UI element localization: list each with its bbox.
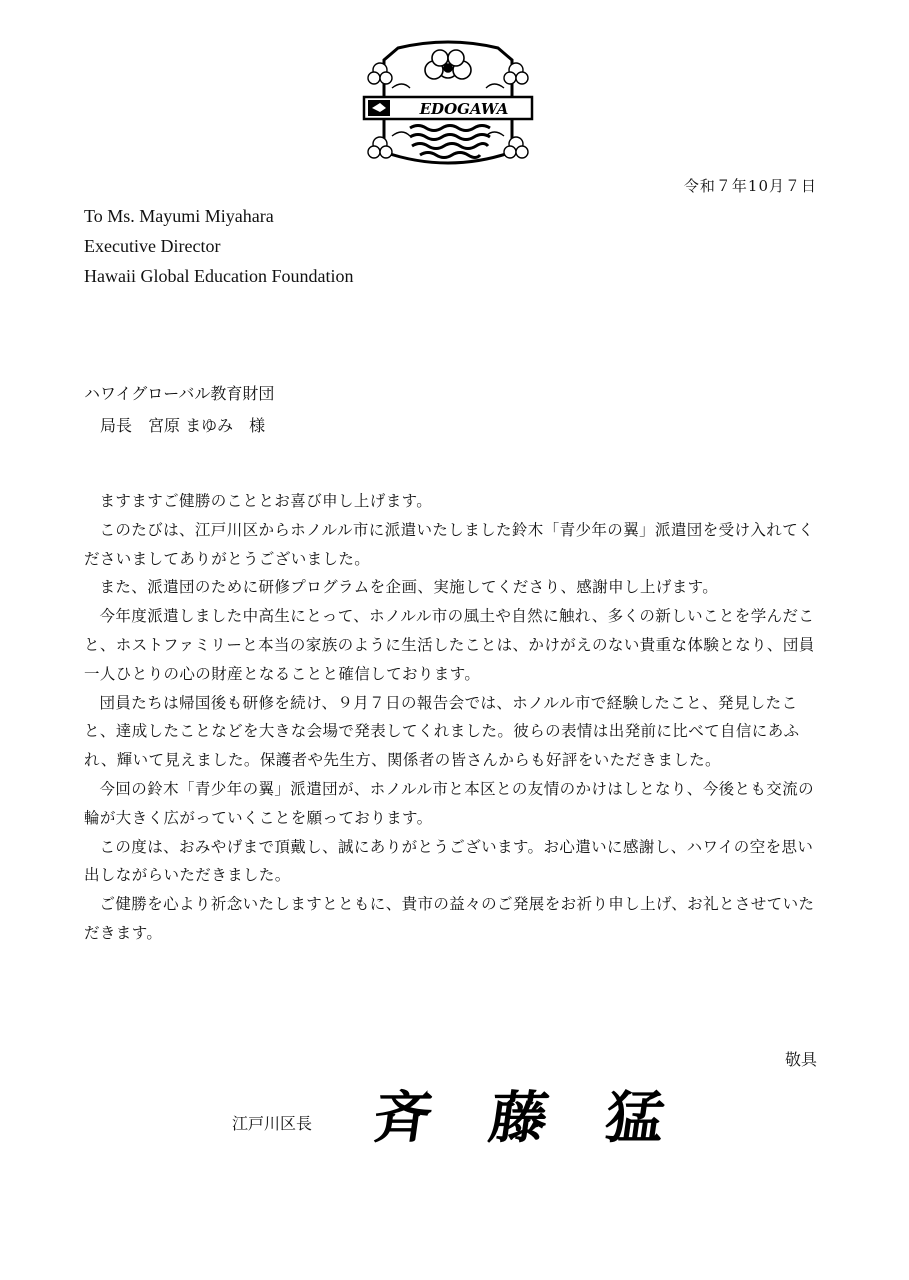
english-address-line: Hawaii Global Education Foundation xyxy=(84,266,354,286)
body-paragraph: 今年度派遣しました中高生にとって、ホノルル市の風土や自然に触れ、多くの新しいことを学んだこと、ホストファミリーと本当の家族のように生活したことは、かけがえのない貴重な体験となり、団員一人ひとりの心の財産となることと確信しております。 xyxy=(84,607,815,683)
body-paragraph: ますますご健勝のこととお喜び申し上げます。 xyxy=(99,492,433,510)
edogawa-crest-logo xyxy=(362,40,534,170)
crest-icon xyxy=(362,40,534,170)
handwritten-signature xyxy=(370,1075,690,1155)
body-paragraph: ご健勝を心より祈念いたしますとともに、貴市の益々のご発展をお祈り申し上げ、お礼とさせていただきます。 xyxy=(84,895,815,942)
svg-text:斉 藤 猛: 斉 藤 猛 xyxy=(370,1086,659,1151)
signature-icon xyxy=(370,1075,690,1155)
body-paragraph: また、派遣団のために研修プログラムを企画、実施してくださり、感謝申し上げます。 xyxy=(99,578,719,597)
body-paragraph: この度は、おみやげまで頂戴し、誠にありがとうございます。お心遣いに感謝し、ハワイの空を思い出しながらいただきました。 xyxy=(84,837,814,885)
body-paragraph: 今回の鈴木「青少年の翼」派遣団が、ホノルル市と本区との友情のかけはしとなり、今後とも交流の輪が大きく広がっていくことを願っております。 xyxy=(84,779,814,827)
japanese-address-block xyxy=(84,378,274,442)
letter-body xyxy=(84,487,824,948)
closing-remark: 敬具 xyxy=(784,1050,817,1069)
letter-date: 令和７年10月７日 xyxy=(683,177,817,195)
body-paragraph: このたびは、江戸川区からホノルル市に派遣いたしました鈴木「青少年の翼」派遣団を受け入れてくださいましてありがとうございました。 xyxy=(84,520,814,568)
recipient-name: 局長 宮原 まゆみ 様 xyxy=(100,416,266,435)
recipient-organization: ハワイグローバル教育財団 xyxy=(84,384,275,403)
body-paragraph: 団員たちは帰国後も研修を続け、９月７日の報告会では、ホノルル市で経験したこと、発見したこと、達成したことなどを大きな会場で発表してくれました。彼らの表情は出発前に比べて自信にあふれ、輝いて見えました。保護者や先生方、関係者の皆さんからも好評をいただきました。 xyxy=(84,693,800,770)
english-address-block xyxy=(84,201,353,291)
english-address-line: To Ms. Mayumi Miyahara xyxy=(84,206,274,226)
signer-title: 江戸川区長 xyxy=(232,1114,313,1133)
crest-text: EDOGAWA xyxy=(419,100,509,118)
english-address-line: Executive Director xyxy=(84,236,221,256)
